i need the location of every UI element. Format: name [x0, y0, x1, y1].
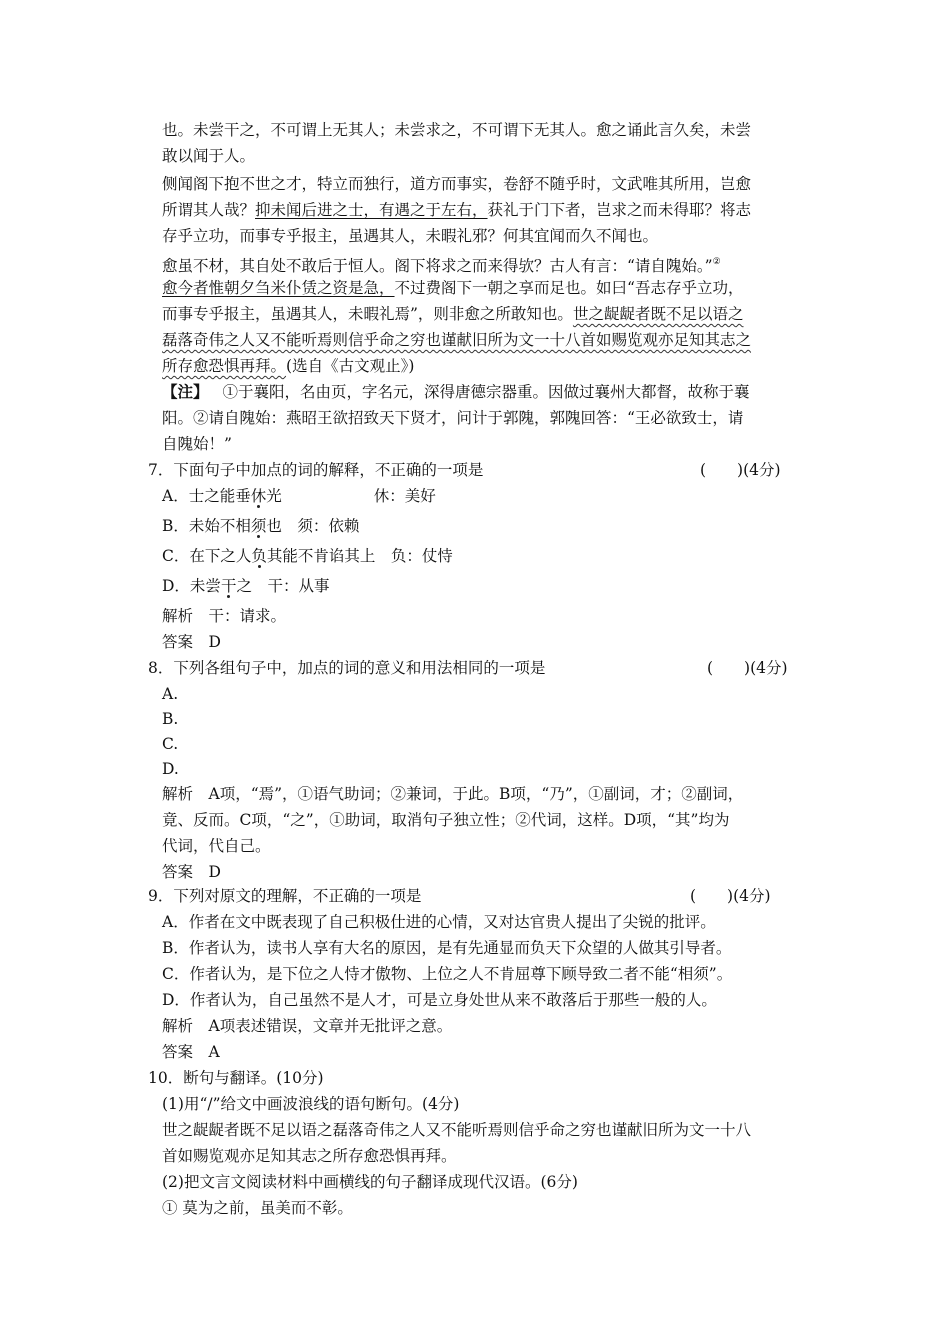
- question-9-option-a: A．作者在文中既表现了自己积极仕进的心情，又对达官贵人提出了尖锐的批评。: [162, 913, 716, 931]
- question-8-option-b: B.: [162, 710, 179, 728]
- wavy-underlined-sentence: 世之龊龊者既不足以语之: [572, 305, 744, 323]
- option-text: D．未尝: [162, 577, 221, 595]
- question-10-sub1-text: 世之龊龊者既不足以语之磊落奇伟之人又不能听焉则信乎命之穷也谨献旧所为文一十八: [162, 1121, 752, 1139]
- option-explanation: 休：美好: [373, 487, 436, 505]
- question-8-analysis: 竟、反而。C项，“之”，①助词，取消句子独立性；②代词，这样。D项，“其”均为: [162, 811, 730, 829]
- question-9-analysis: 解析 A项表述错误，文章并无批评之意。: [162, 1017, 453, 1035]
- note-line: 自隗始！”: [162, 435, 232, 453]
- passage-line: [162, 302, 743, 326]
- question-8-option-a: A.: [162, 685, 179, 703]
- question-9-answer: 答案 A: [162, 1043, 220, 1061]
- source-citation: (选自《古文观止》): [286, 357, 415, 375]
- wavy-underlined-sentence: 所存愈恐惧再拜。: [162, 357, 287, 375]
- question-9-stem: 9．下列对原文的理解，不正确的一项是: [148, 887, 422, 905]
- dotted-word: 休: [250, 487, 267, 505]
- passage-line: 也。未尝干之，不可谓上无其人；未尝求之，不可谓下无其人。愈之诵此言久矣，未尝: [162, 121, 752, 139]
- question-7-score: ( )(4分): [700, 461, 781, 479]
- question-8-analysis: 代词，代自己。: [162, 837, 271, 855]
- note-label: 【注】: [162, 382, 209, 401]
- dotted-word: 须: [250, 517, 267, 535]
- question-8-option-c: C.: [162, 735, 179, 753]
- passage-line: 侧闻阁下抱不世之才，特立而独行，道方而事实，卷舒不随乎时，文武唯其所用，岂愈: [162, 175, 752, 193]
- passage-line: [162, 198, 751, 222]
- note-line: [162, 380, 750, 404]
- passage-text: 愈虽不材，其自处不敢后于恒人。阁下将求之而来得欤？古人有言：“请自隗始。”: [162, 257, 713, 275]
- passage-line: 存乎立功，而事专乎报主，虽遇其人，未暇礼邪？何其宜闻而久不闻也。: [162, 227, 659, 245]
- question-8-answer: 答案 D: [162, 863, 221, 881]
- option-text: A．士之能垂: [162, 487, 251, 505]
- footnote-mark: ②: [712, 257, 721, 267]
- passage-line: 敢以闻于人。: [162, 147, 256, 165]
- question-10-sub1-text: 首如赐览观亦足知其志之所存愈恐惧再拜。: [162, 1147, 457, 1165]
- question-8-stem: 8．下列各组句子中，加点的词的意义和用法相同的一项是: [148, 659, 546, 677]
- dotted-word: 负: [251, 547, 267, 565]
- question-10-sub2-item: ① 莫为之前，虽美而不彰。: [162, 1199, 353, 1217]
- passage-line: [162, 250, 721, 278]
- note-text: ①于襄阳，名由页，字名元，深得唐德宗器重。因做过襄州大都督，故称于襄: [222, 383, 750, 401]
- question-7-answer: 答案 D: [162, 633, 221, 651]
- note-line: 阳。②请自隗始：燕昭王欲招致天下贤才，问计于郭隗，郭隗回答：“王必欲致士，请: [162, 409, 744, 427]
- underlined-sentence: 愈今者惟朝夕刍米仆赁之资是急，: [162, 279, 395, 297]
- question-7-option-c: [162, 544, 453, 568]
- passage-text: 而事专乎报主，虽遇其人，未暇礼焉”，则非愈之所敢知也。: [162, 305, 573, 323]
- question-9-score: ( )(4分): [690, 887, 771, 905]
- question-7-analysis: 解析 干：请求。: [162, 607, 287, 625]
- option-text: 其能不肯谄其上 负：仗恃: [266, 547, 453, 565]
- passage-text: 所谓其人哉？: [162, 201, 256, 219]
- passage-line: [162, 354, 414, 378]
- question-8-analysis: 解析 A项，“焉”，①语气助词；②兼词，于此。B项，“乃”，①副词，才；②副词，: [162, 785, 744, 803]
- question-8-option-d: D.: [162, 760, 179, 778]
- option-text: 也 须：依赖: [266, 517, 360, 535]
- question-7-stem: 7．下面句子中加点的词的解释，不正确的一项是: [148, 461, 484, 479]
- option-text: 之 干：从事: [236, 577, 330, 595]
- passage-text: 不过费阁下一朝之享而足也。如曰“吾志存乎立功，: [394, 279, 744, 297]
- question-9-option-b: B．作者认为，读书人享有大名的原因，是有先通显而负天下众望的人做其引导者。: [162, 939, 732, 957]
- question-7-option-b: [162, 514, 359, 538]
- wavy-underlined-sentence: 磊落奇伟之人又不能听焉则信乎命之穷也谨献旧所为文一十八首如赐览观亦足知其志之: [162, 331, 752, 349]
- option-text: 光: [266, 487, 282, 505]
- option-text: B．未始不相: [162, 517, 251, 535]
- option-text: C．在下之人: [162, 547, 252, 565]
- question-10-sub2: (2)把文言文阅读材料中画横线的句子翻译成现代汉语。(6分): [162, 1173, 578, 1191]
- question-7-option-d: [162, 574, 329, 598]
- question-10-stem: 10．断句与翻译。(10分): [148, 1069, 324, 1087]
- underlined-sentence: 抑未闻后进之士，有遇之于左右，: [255, 201, 488, 219]
- dotted-word: 干: [220, 577, 237, 595]
- question-9-option-c: C．作者认为，是下位之人恃才傲物、上位之人不肯屈尊下顾导致二者不能“相须”。: [162, 965, 733, 983]
- question-8-score: ( )(4分): [707, 659, 788, 677]
- question-7-option-a: [162, 484, 436, 508]
- passage-line: [162, 276, 743, 300]
- passage-text: 获礼于门下者，岂求之而未得耶？将志: [487, 201, 752, 219]
- question-9-option-d: D．作者认为，自己虽然不是人才，可是立身处世从来不敢落后于那些一般的人。: [162, 991, 717, 1009]
- question-10-sub1: (1)用“/”给文中画波浪线的语句断句。(4分): [162, 1095, 460, 1113]
